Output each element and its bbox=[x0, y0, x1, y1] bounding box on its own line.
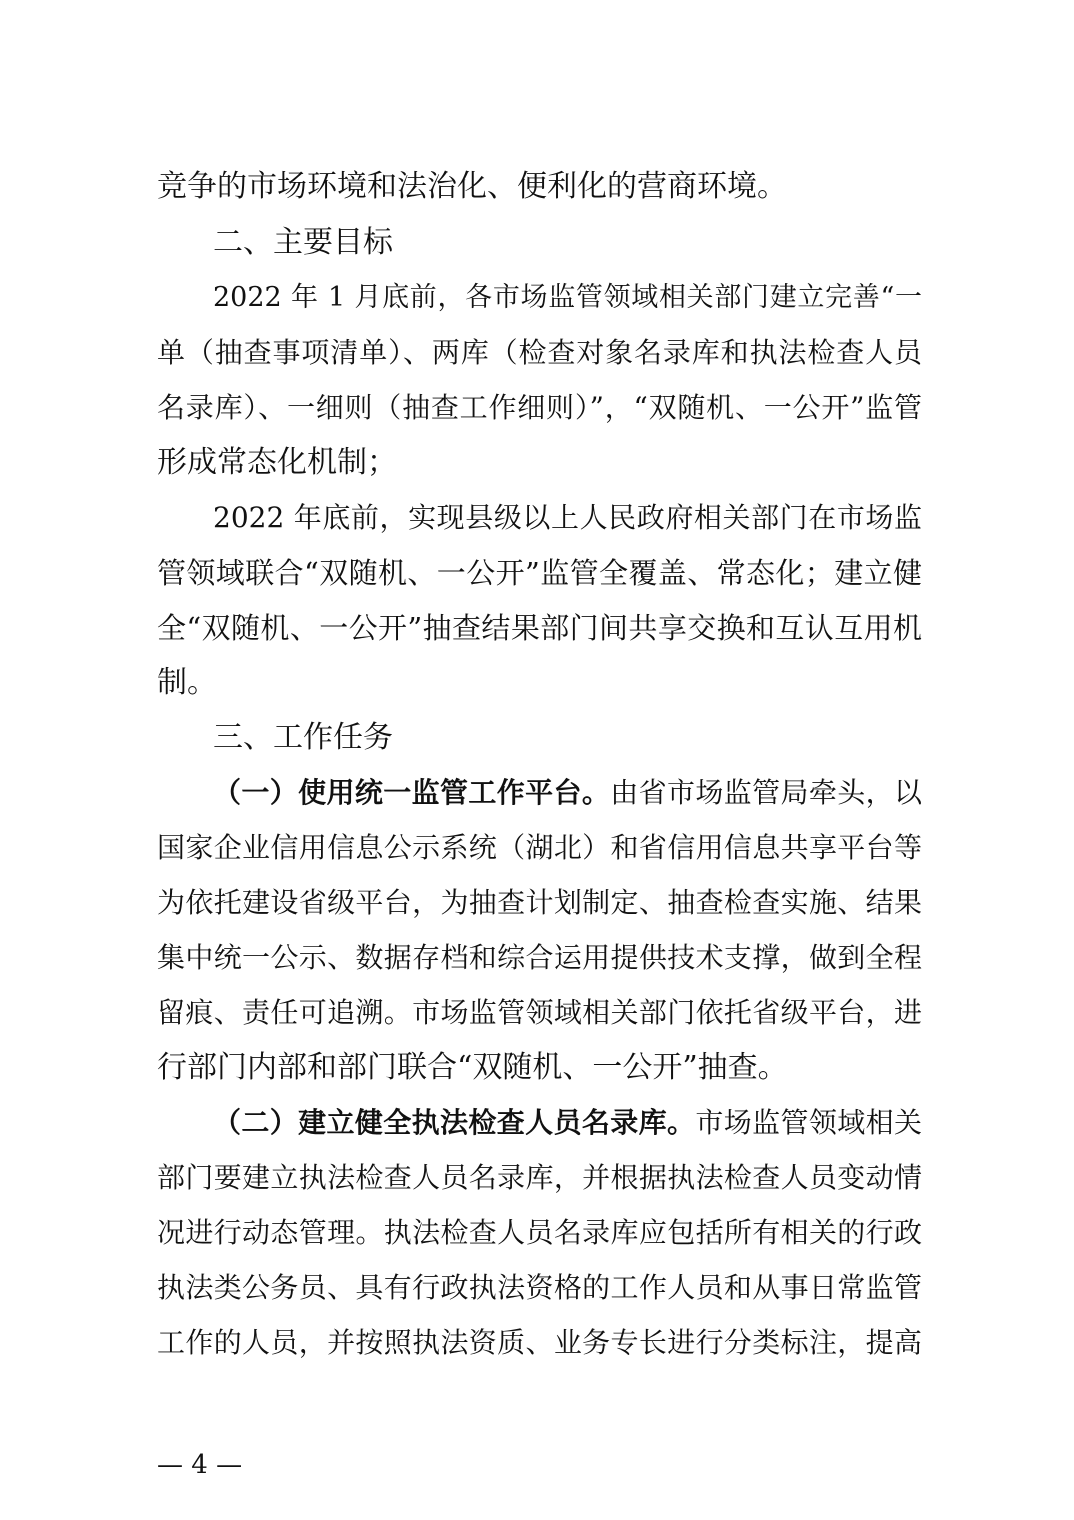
paragraph-line: 国家企业信用信息公示系统（湖北）和省信用信息共享平台等 bbox=[157, 831, 922, 864]
paragraph-line: 执法类公务员、具有行政执法资格的工作人员和从事日常监管 bbox=[157, 1271, 922, 1304]
paragraph-line: 留痕、责任可追溯。市场监管领域相关部门依托省级平台，进 bbox=[157, 996, 922, 1029]
subsection-title-inspector-registry: （二）建立健全执法检查人员名录库。 bbox=[213, 1106, 696, 1139]
paragraph-text: 市场监管领域相关 bbox=[695, 1106, 922, 1139]
paragraph-line: 集中统一公示、数据存档和综合运用提供技术支撑，做到全程 bbox=[157, 941, 922, 974]
paragraph-text: 由省市场监管局牵头，以 bbox=[610, 776, 922, 809]
section-heading-main-goals: 二、主要目标 bbox=[213, 225, 393, 260]
paragraph-line: 2022 年 1 月底前，各市场监管领域相关部门建立完善“一 bbox=[213, 282, 922, 313]
paragraph-line: 部门要建立执法检查人员名录库，并根据执法检查人员变动情 bbox=[157, 1161, 922, 1194]
paragraph-line bbox=[213, 766, 922, 820]
paragraph-line-intro-end: 竞争的市场环境和法治化、便利化的营商环境。 bbox=[157, 169, 787, 204]
paragraph-line: 单（抽查事项清单）、两库（检查对象名录库和执法检查人员 bbox=[157, 336, 922, 369]
page-number: — 4 — bbox=[157, 1450, 243, 1480]
paragraph-line: 名录库）、一细则（抽查工作细则）”，“双随机、一公开”监管 bbox=[157, 391, 922, 424]
paragraph-line: 况进行动态管理。执法检查人员名录库应包括所有相关的行政 bbox=[157, 1216, 922, 1249]
paragraph-line: 为依托建设省级平台，为抽查计划制定、抽查检查实施、结果 bbox=[157, 886, 922, 919]
paragraph-line: 行部门内部和部门联合“双随机、一公开”抽查。 bbox=[157, 1050, 788, 1085]
paragraph-line: 2022 年底前，实现县级以上人民政府相关部门在市场监 bbox=[213, 501, 922, 534]
paragraph-line: 管领域联合“双随机、一公开”监管全覆盖、常态化；建立健 bbox=[157, 556, 922, 590]
paragraph-line: 形成常态化机制； bbox=[157, 445, 397, 480]
paragraph-line: 全“双随机、一公开”抽查结果部门间共享交换和互认互用机 bbox=[157, 611, 922, 645]
paragraph-line bbox=[213, 1096, 922, 1150]
section-heading-work-tasks: 三、工作任务 bbox=[213, 720, 393, 755]
paragraph-line: 制。 bbox=[157, 665, 217, 700]
paragraph-line: 工作的人员，并按照执法资质、业务专长进行分类标注，提高 bbox=[157, 1326, 922, 1359]
subsection-title-unified-platform: （一）使用统一监管工作平台。 bbox=[213, 776, 611, 809]
